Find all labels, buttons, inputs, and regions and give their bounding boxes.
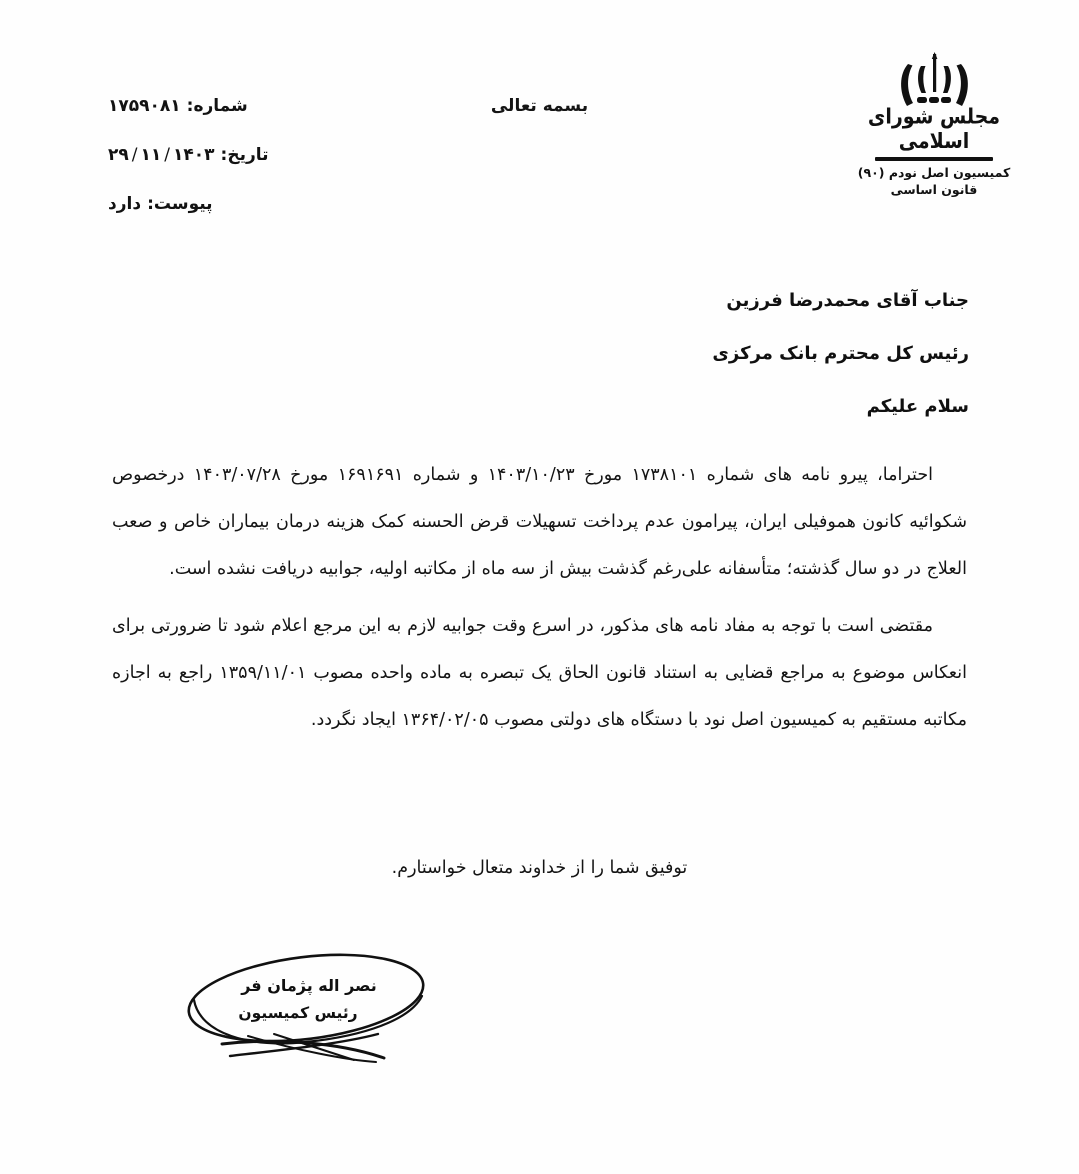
addressee-name: جناب آقای محمدرضا فرزین [726, 290, 969, 311]
letter-attachment-value: دارد [108, 194, 142, 214]
date-separator-1: / [131, 145, 138, 165]
letterhead [839, 52, 1029, 198]
letter-meta-block [108, 96, 408, 243]
body-paragraph-1 [112, 452, 967, 593]
signatory-title: رئیس کمیسیون [238, 1004, 358, 1022]
addressee-block [509, 290, 969, 417]
body-paragraph-2 [112, 603, 967, 744]
signature-names [178, 976, 440, 1022]
letter-attachment-label: پیوست: [147, 194, 213, 214]
letter-date-row [108, 145, 408, 165]
date-separator-2: / [164, 145, 170, 165]
letter-number-row [108, 96, 408, 116]
addressee-title: رئیس کل محترم بانک مرکزی [712, 343, 969, 364]
letter-number-value: ۱۷۵۹۰۸۱ [108, 96, 181, 116]
letter-body [112, 452, 967, 754]
letter-date-day: ۲۹ [108, 145, 129, 165]
letter-date-label: تاریخ: [220, 145, 269, 165]
basmalah-heading: بسمه تعالی [490, 96, 589, 116]
letter-attachment-row [108, 194, 408, 214]
letterhead-divider [875, 157, 993, 161]
letter-closing [112, 858, 967, 878]
signatory-name: نصر اله پژمان فر [241, 976, 377, 995]
letter-date-month: ۱۱ [140, 145, 162, 165]
addressee-salutation: سلام علیکم [866, 396, 969, 417]
letter-date-year: ۱۴۰۳ [173, 145, 215, 165]
body-paragraph-2-text: مقتضی است با توجه به مفاد نامه های مذکور، در اسرع وقت جوابیه لازم به این مرجع اعلام شود تا ضرورتی برای انعکاس موضوع به مراجع قضایی به استناد قانون الحاق یک تبصره به ماده واحده مصوب ۱۳۵۹/۱۱/۰۱ راجع به اجازه مکاتبه مستقیم به کمیسیون اصل نود با دستگاه های دولتی مصوب ۱۳۶۴/۰۲/۰۵ ایجاد نگردد. [112, 616, 967, 730]
letter-number-label: شماره: [186, 96, 248, 116]
signature-block [178, 938, 440, 1078]
letter-closing-text: توفیق شما را از خداوند متعال خواستارم. [391, 858, 688, 878]
letterhead-caption-line2: قانون اساسی [890, 181, 978, 197]
letterhead-caption-line1: کمیسیون اصل نودم (۹۰) [857, 164, 1011, 180]
letterhead-organization: مجلس شورای اسلامی [867, 104, 1001, 154]
body-paragraph-1-text: احتراما، پیرو نامه های شماره ۱۷۳۸۱۰۱ مورخ ۱۴۰۳/۱۰/۲۳ و شماره ۱۶۹۱۶۹۱ مورخ ۱۴۰۳/۰۷/۲۸ درخصوص شکوائیه کانون هموفیلی ایران، پیرامون عدم پرداخت تسهیلات قرض الحسنه کمک هزینه درمان بیماران خاص و صعب العلاج در دو سال گذشته؛ متأسفانه علی‌رغم گذشت بیش از سه ماه از مکاتبه اولیه، جوابیه دریافت نشده است. [112, 465, 967, 579]
